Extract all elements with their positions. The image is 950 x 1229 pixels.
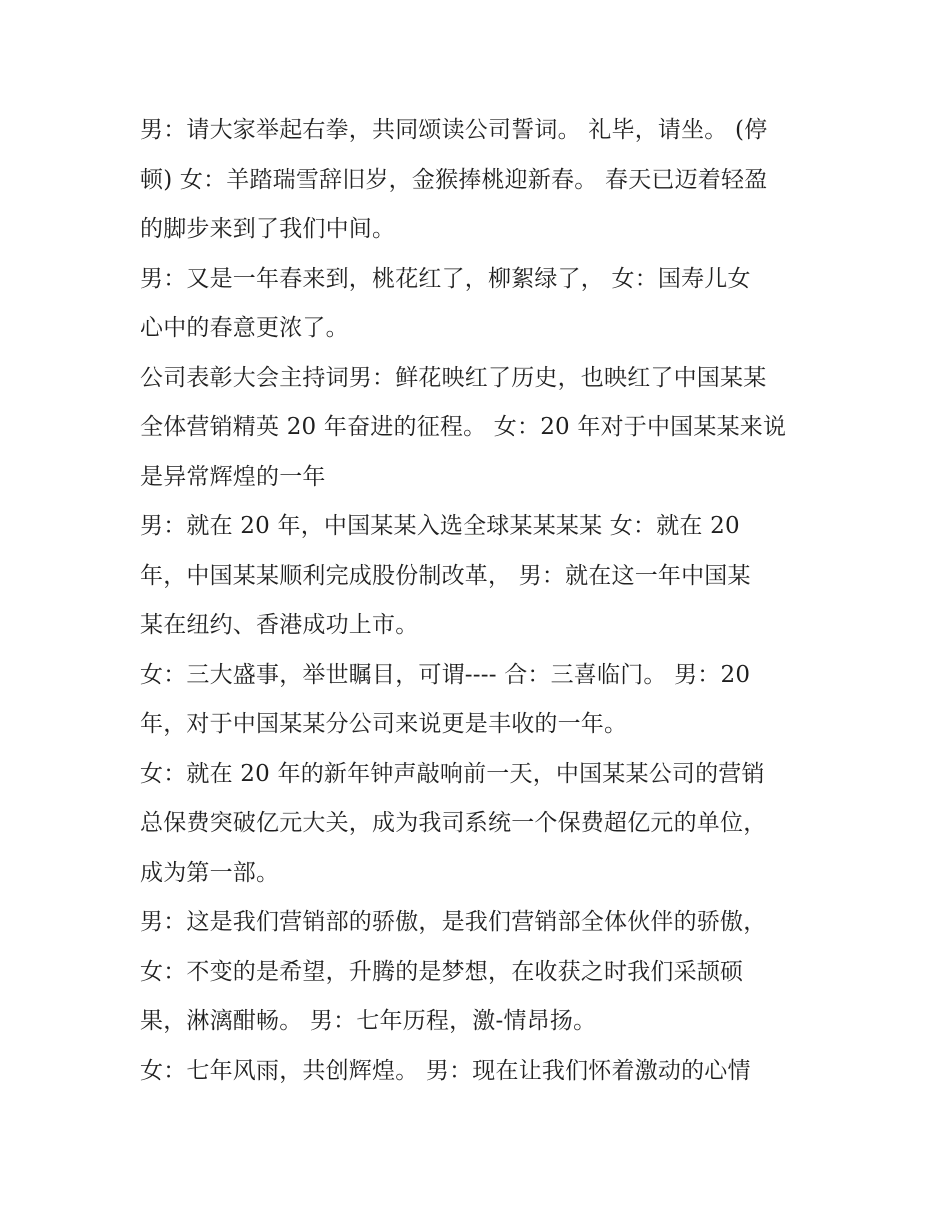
- text-line: 年，中国某某顺利完成股份制改革， 男：就在这一年中国某: [140, 562, 751, 589]
- text-line: 成为第一部。: [140, 859, 280, 886]
- text-line: 全体营销精英 20 年奋进的征程。 女：20 年对于中国某某来说: [140, 414, 787, 440]
- text-line: 顿) 女：羊踏瑞雪辞旧岁，金猴捧桃迎新春。 春天已迈着轻盈: [140, 166, 768, 193]
- text-line: 果，淋漓酣畅。 男：七年历程，激-情昂扬。: [140, 1008, 597, 1034]
- text-line: 女：七年风雨，共创辉煌。 男：现在让我们怀着激动的心情: [140, 1057, 751, 1084]
- text-line: 男：这是我们营销部的骄傲，是我们营销部全体伙伴的骄傲，: [140, 909, 767, 935]
- text-line: 公司表彰大会主持词男：鲜花映红了历史，也映红了中国某某: [140, 364, 767, 391]
- text-line: 是异常辉煌的一年: [140, 463, 326, 490]
- text-line: 总保费突破亿元大关，成为我司系统一个保费超亿元的单位，: [140, 810, 767, 836]
- text-line: 女：就在 20 年的新年钟声敲响前一天，中国某某公司的营销: [140, 760, 765, 787]
- text-line: 某在纽约、香港成功上市。: [140, 612, 419, 638]
- text-line: 女：三大盛事，举世瞩目，可谓---- 合：三喜临门。 男：20: [140, 661, 751, 688]
- text-line: 男：就在 20 年，中国某某入选全球某某某某 女：就在 20: [140, 513, 740, 539]
- text-line: 年，对于中国某某分公司来说更是丰收的一年。: [140, 711, 628, 737]
- document-body: [140, 106, 830, 1096]
- text-line: 心中的春意更浓了。: [140, 315, 349, 341]
- text-line: 女：不变的是希望，升腾的是梦想，在收获之时我们采颉硕: [140, 958, 744, 985]
- text-line: 的脚步来到了我们中间。: [140, 216, 396, 242]
- text-line: 男：又是一年春来到，桃花红了，柳絮绿了， 女：国寿儿女: [140, 265, 751, 292]
- text-line: 男：请大家举起右拳，共同颂读公司誓词。 礼毕，请坐。 (停: [140, 117, 768, 143]
